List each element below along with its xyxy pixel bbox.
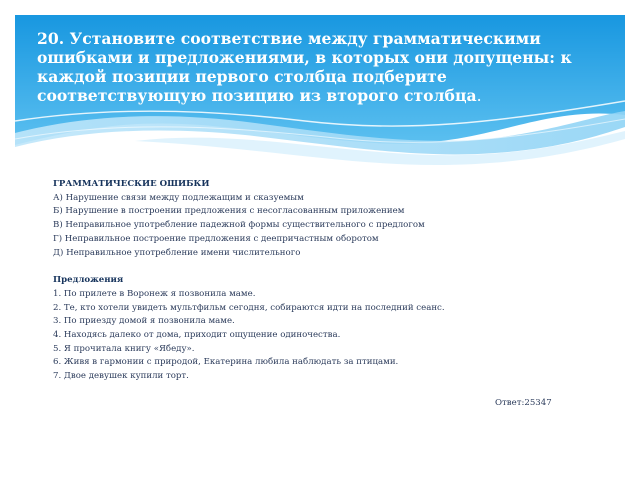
title-banner — [15, 15, 625, 165]
sentence-item-1: 1. По прилете в Воронеж я позвонила маме. — [53, 288, 256, 299]
error-item-d: Д) Неправильное употребление имени числительного — [53, 247, 301, 258]
error-item-v: В) Неправильное употребление падежной формы существительного с предлогом — [53, 220, 425, 231]
sentence-item-2: 2. Те, кто хотели увидеть мультфильм сегодня, собираются идти на последний сеанс. — [53, 302, 445, 313]
sentence-item-6: 6. Живя в гармонии с природой, Екатерина любила наблюдать за птицами. — [53, 357, 399, 368]
sentence-item-7: 7. Двое девушек купили торт. — [53, 371, 189, 382]
section-spacer — [53, 260, 593, 274]
title-text: 20. Установите соответствие между грамматическими ошибками и предложениями, в которых они допущены: к каждой позиции первого столбца подберите соответствующую позицию из второго столбца — [37, 29, 572, 105]
sentence-item-5: 5. Я прочитала книгу «Ябеду». — [53, 343, 195, 354]
answer-text: Ответ:25347 — [495, 398, 552, 408]
error-item-g: Г) Неправильное построение предложения с деепричастным оборотом — [53, 233, 379, 244]
sentence-item-3: 3. По приезду домой я позвонила маме. — [53, 316, 235, 327]
page-title — [37, 29, 607, 106]
sentences-heading: Предложения — [53, 275, 124, 286]
error-item-a: А) Нарушение связи между подлежащим и сказуемым — [53, 192, 304, 203]
error-item-b: Б) Нарушение в построении предложения с несогласованным приложением — [53, 206, 405, 217]
title-end-punct: . — [476, 87, 482, 105]
sentence-item-4: 4. Находясь далеко от дома, приходит ощущение одиночества. — [53, 330, 341, 341]
errors-heading: ГРАММАТИЧЕСКИЕ ОШИБКИ — [53, 179, 210, 189]
task-body — [53, 178, 593, 384]
